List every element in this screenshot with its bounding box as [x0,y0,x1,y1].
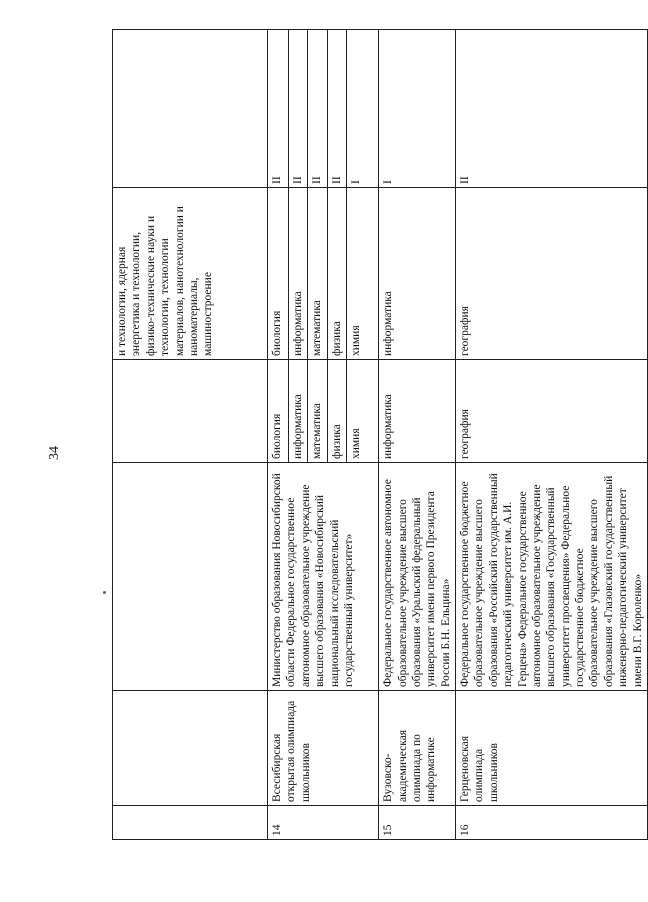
olympiad-name-cell: Герценовская олимпиада школьников [456,691,648,806]
row-number-cell: 14 [268,806,379,840]
table-row [113,30,268,840]
table-row [456,30,648,840]
profile-cell: география [456,360,648,463]
level-cell [113,30,268,188]
subject-cell: биология [268,188,289,360]
organizers-cell: Федеральное государственное бюджетное образовательное учреждение высшего образования «Российский государственный педагогический университет им. А.И. Герцена» Федеральное государственное автономное образовательное учреждение высшего образования «Государственный университет просвещения» Федеральное государственное бюджетное образовательное учреждение высшего образования «Глазовский государственный инженерно-педагогический университет имени В.Г. Короленко» [456,463,648,691]
profile-cell: химия [347,360,379,463]
profile-cell: математика [308,360,327,463]
olympiad-name-cell: Вузовско-академическая олимпиада по информатике [379,691,456,806]
table-row [268,30,289,840]
scan-speck [103,591,106,594]
profile-cell: информатика [289,360,308,463]
organizers-cell [113,463,268,691]
level-cell: II [289,30,308,188]
subject-cell: и технологии, ядерная энергетика и технологии, физико-технические науки и технологии, технологии материалов, нанотехнологии и наноматериалы, машиностроение [113,188,268,360]
subject-cell: информатика [289,188,308,360]
profile-cell: физика [327,360,346,463]
profile-cell: биология [268,360,289,463]
level-cell: II [327,30,346,188]
row-number-cell: 16 [456,806,648,840]
level-cell: I [379,30,456,188]
subject-cell: химия [347,188,379,360]
profile-cell: информатика [379,360,456,463]
page-number: 34 [47,446,62,460]
row-number-cell [113,806,268,840]
level-cell: I [347,30,379,188]
subject-cell: математика [308,188,327,360]
level-cell: II [268,30,289,188]
olympiad-name-cell: Всесибирская открытая олимпиада школьников [268,691,379,806]
table-row [379,30,456,840]
profile-cell [113,360,268,463]
row-number-cell: 15 [379,806,456,840]
organizers-cell: Федеральное государственное автономное образовательное учреждение высшего образования «Уральский федеральный университет имени первого Президента России Б.Н. Ельцина» [379,463,456,691]
olympiad-table [112,29,648,840]
subject-cell: информатика [379,188,456,360]
rotated-table-container [112,30,644,840]
level-cell: II [456,30,648,188]
olympiad-name-cell [113,691,268,806]
subject-cell: география [456,188,648,360]
subject-cell: физика [327,188,346,360]
organizers-cell: Министерство образования Новосибирской области Федеральное государственное автономное образовательное учреждение высшего образования «Новосибирский национальный исследовательский государственный университет» [268,463,379,691]
level-cell: II [308,30,327,188]
